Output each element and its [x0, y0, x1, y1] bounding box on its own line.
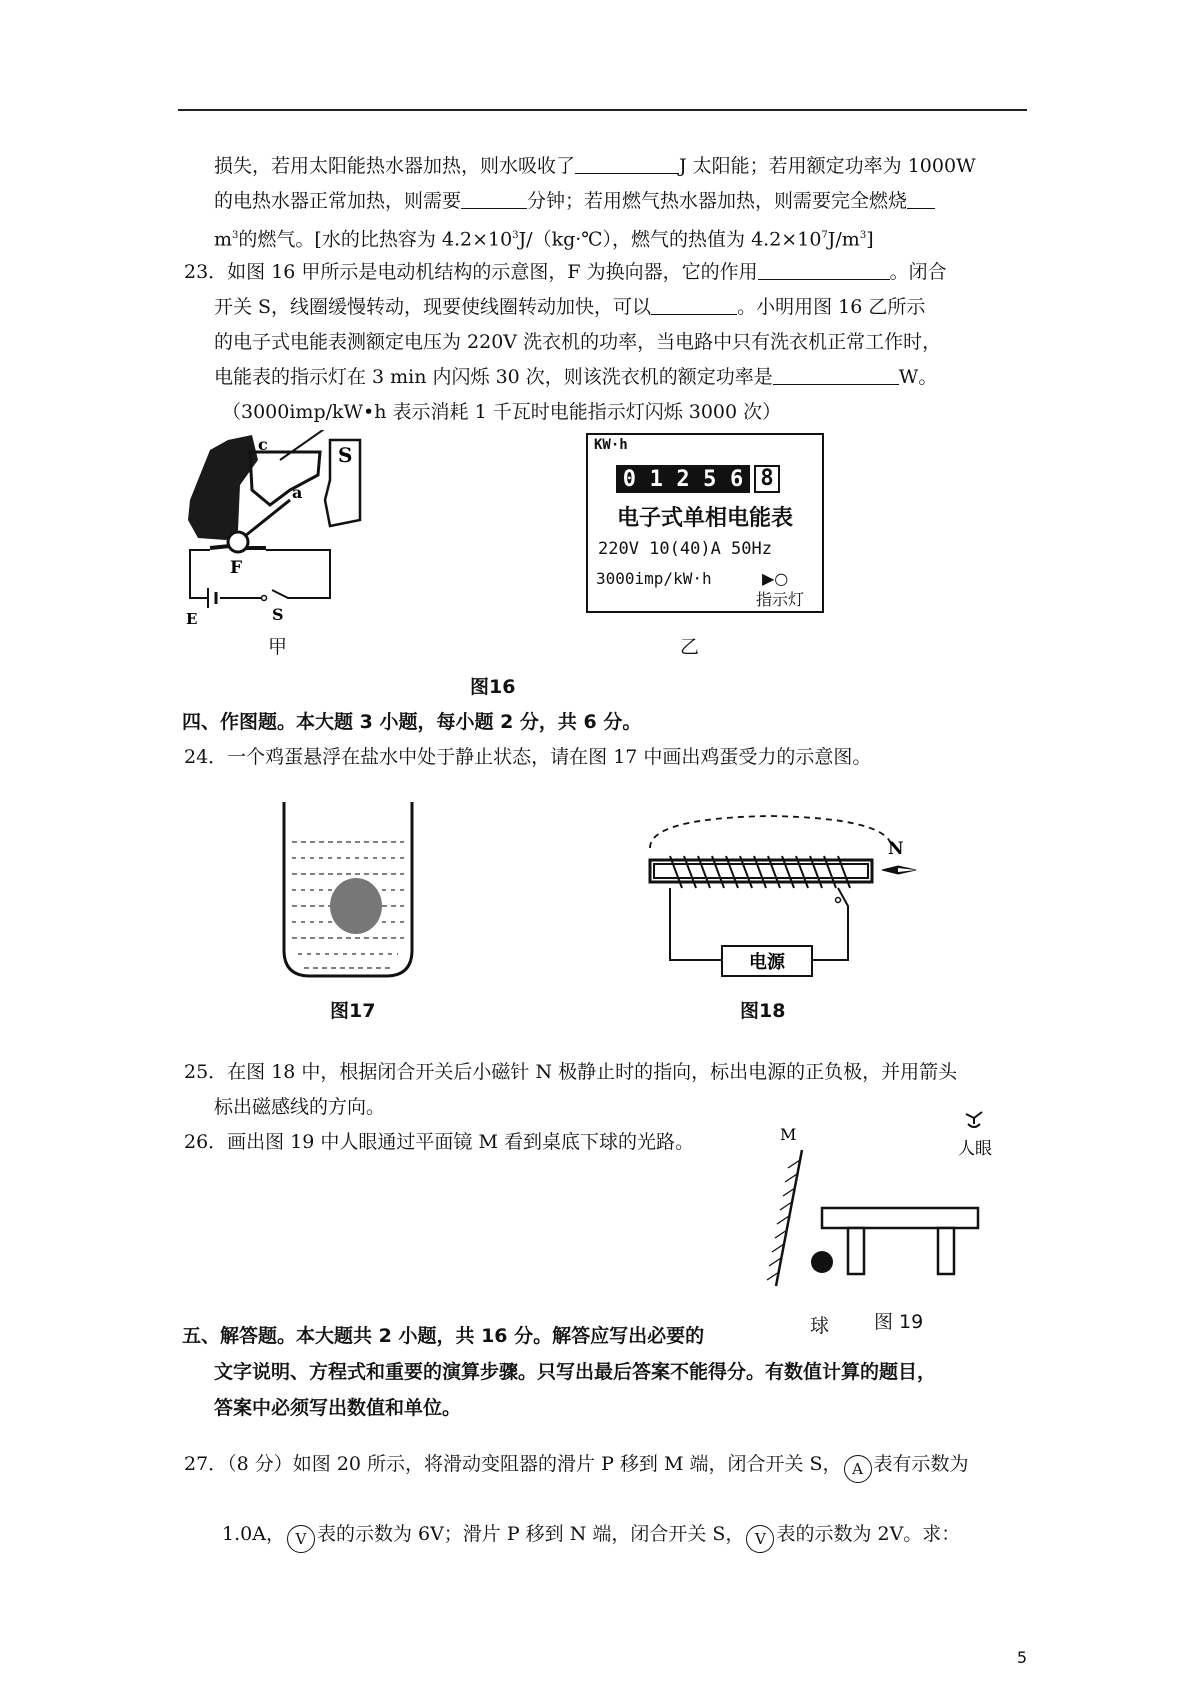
indicator-icon: ▶○	[762, 569, 789, 588]
plane-mirror	[776, 1150, 802, 1286]
label-s: S	[338, 443, 353, 467]
fig16-yi-label: 乙	[680, 636, 700, 658]
mirror-label: M	[780, 1125, 797, 1144]
q25-line-2: 标出磁感线的方向。	[214, 1096, 386, 1118]
q25-line-1: 25．在图 18 中，根据闭合开关后小磁针 N 极静止时的指向，标出电源的正负极，并用箭头	[184, 1061, 958, 1083]
switch-pivot	[262, 596, 267, 601]
meter-imp: 3000imp/kW·h	[596, 569, 712, 588]
meter-last-digit: 8	[760, 466, 774, 491]
beaker-diagram	[278, 800, 418, 980]
field-line	[650, 816, 892, 848]
fig18-caption: 图18	[740, 1000, 786, 1022]
switch-contact	[836, 898, 841, 903]
meter-digit: 0	[622, 466, 637, 492]
meter-digit: 6	[729, 466, 744, 492]
needle-n-label: N	[888, 839, 904, 859]
answer-blank[interactable]	[758, 259, 890, 280]
page-number: 5	[1016, 1648, 1027, 1667]
meter-digit: 5	[703, 466, 717, 492]
q23-line-5: （3000imp/kW•h 表示消耗 1 千瓦时电能指示灯闪烁 3000 次）	[222, 401, 782, 423]
coil	[250, 452, 320, 505]
q23-line-2: 开关 S，线圈缓慢转动，现要使线圈转动加快，可以 。小明用图 16 乙所示	[214, 296, 926, 318]
power-source-label: 电源	[749, 952, 785, 973]
ammeter-symbol: A	[844, 1455, 872, 1483]
q27-line-1: 27．（8 分）如图 20 所示，将滑动变阻器的滑片 P 移到 M 端，闭合开关 S， A 表有示数为	[184, 1450, 969, 1483]
label-c: c	[258, 435, 268, 454]
fig19-caption: 图 19	[874, 1311, 924, 1333]
section-5-line-2: 文字说明、方程式和重要的演算步骤。只写出最后答案不能得分。有数值计算的题目，	[214, 1361, 937, 1383]
meter-digit-strip	[616, 465, 750, 493]
answer-blank[interactable]	[773, 364, 899, 385]
table-leg-right	[938, 1228, 954, 1274]
table-top	[822, 1208, 978, 1228]
answer-blank[interactable]	[575, 153, 679, 174]
eye-icon	[966, 1112, 982, 1127]
q23-line-4: 电能表的指示灯在 3 min 内闪烁 30 次，则该洗衣机的额定功率是 W。	[214, 366, 938, 388]
commutator	[228, 532, 248, 552]
voltmeter-symbol: V	[746, 1525, 774, 1553]
q22-line-3: $m^3$的燃气。[水的比热容为 $4.2\times 10^3J/(kg\cdot℃)$，燃气的热值为 $4.2\times 10^7J/m^3$]	[214, 228, 874, 251]
q22-line-2: 的电热水器正常加热，则需要 分钟；若用燃气热水器加热，则需要完全燃烧	[214, 187, 935, 215]
label-f: F	[230, 558, 243, 578]
magnet-n-block	[188, 435, 258, 540]
axis-line	[280, 430, 330, 460]
q26-text: 26．画出图 19 中人眼通过平面镜 M 看到桌底下球的光路。	[184, 1131, 694, 1153]
mirror-diagram	[740, 1100, 1010, 1290]
table-leg-left	[848, 1228, 864, 1274]
q23-line-3: 的电子式电能表测额定电压为 220V 洗衣机的功率，当电路中只有洗衣机正常工作时，	[214, 331, 942, 353]
section-5-line-1: 五、解答题。本大题共 2 小题，共 16 分。解答应写出必要的	[182, 1325, 705, 1347]
energy-meter	[586, 433, 824, 613]
meter-digit: 2	[676, 466, 690, 492]
meter-spec: 220V 10(40)A 50Hz	[598, 539, 772, 559]
ball	[811, 1251, 833, 1273]
mirror-hatching	[767, 1160, 800, 1280]
answer-blank[interactable]	[461, 188, 527, 209]
fig19-ball-label: 球	[810, 1315, 830, 1337]
eye-label: 人眼	[958, 1139, 992, 1159]
egg	[330, 878, 382, 934]
header-rule	[178, 109, 1027, 111]
section-5-line-3: 答案中必须写出数值和单位。	[214, 1397, 462, 1419]
fig16-caption: 图16	[470, 676, 516, 698]
motor-diagram	[180, 430, 370, 630]
solenoid-diagram	[630, 810, 920, 980]
circuit-wire	[190, 550, 330, 598]
meter-title: 电子式单相电能表	[616, 506, 793, 531]
coil-side	[240, 500, 290, 540]
meter-last-digit-box	[754, 465, 780, 493]
label-switch-s: S	[272, 605, 284, 624]
answer-blank[interactable]	[907, 188, 935, 209]
indicator-label: 指示灯	[756, 590, 805, 609]
q27-line-2: 1.0A， V 表的示数为 6V；滑片 P 移到 N 端，闭合开关 S， V 表的示数为 2V。求：	[222, 1520, 960, 1553]
q24-text: 24．一个鸡蛋悬浮在盐水中处于静止状态，请在图 17 中画出鸡蛋受力的示意图。	[184, 746, 872, 768]
fig16-jia-label: 甲	[268, 636, 288, 658]
voltmeter-symbol: V	[287, 1525, 315, 1553]
fig17-caption: 图17	[330, 1000, 376, 1022]
section-4-heading: 四、作图题。本大题 3 小题，每小题 2 分，共 6 分。	[182, 711, 642, 733]
label-e: E	[186, 610, 198, 628]
answer-blank[interactable]	[651, 294, 737, 315]
q22-line-1: 损失，若用太阳能热水器加热，则水吸收了 J 太阳能；若用额定功率为 1000W	[214, 155, 976, 177]
label-a: a	[292, 483, 303, 502]
q23-line-1: 23．如图 16 甲所示是电动机结构的示意图，F 为换向器，它的作用 。闭合	[184, 261, 947, 283]
meter-digit: 1	[649, 466, 663, 492]
meter-unit: KW·h	[594, 437, 628, 453]
